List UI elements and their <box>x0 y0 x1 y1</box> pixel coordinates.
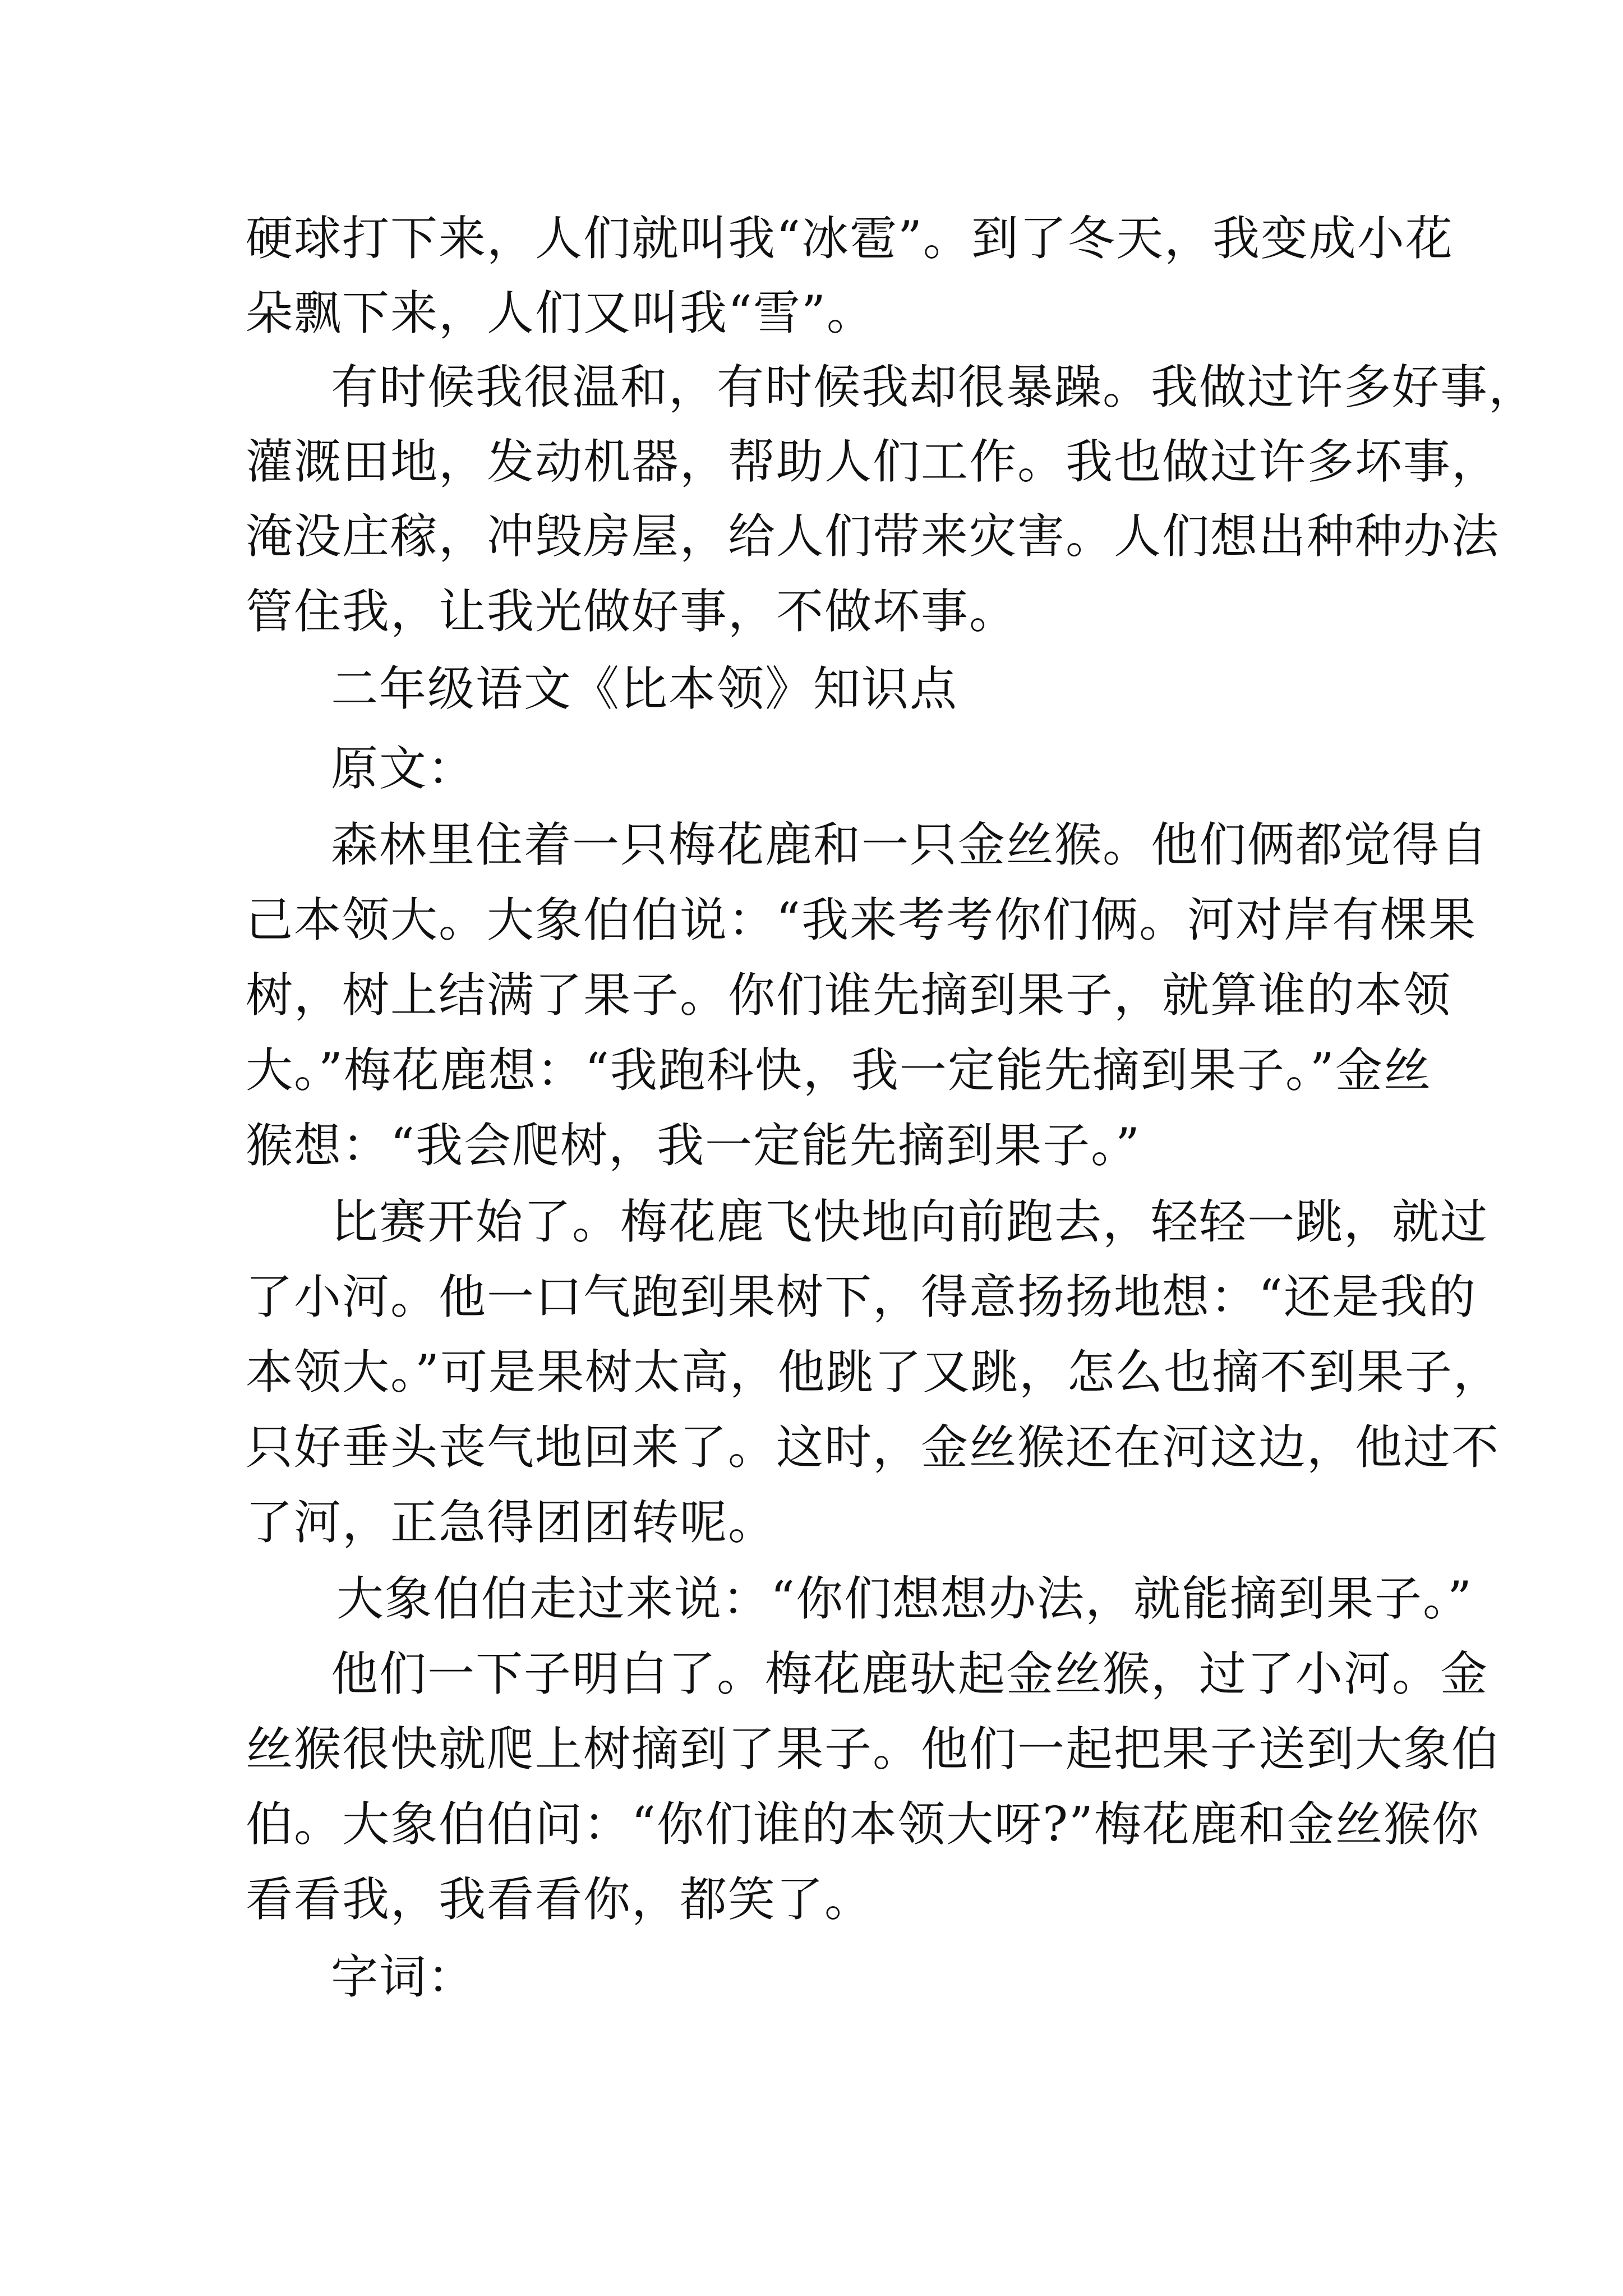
text-line: 森林里住着一只梅花鹿和一只金丝猴。他们俩都觉得自 <box>331 817 1489 872</box>
text-line: 丝猴很快就爬上树摘到了果子。他们一起把果子送到大象伯 <box>246 1722 1500 1777</box>
text-line: 淹没庄稼，冲毁房屋，给人们带来灾害。人们想出种种办法 <box>246 509 1500 564</box>
text-line: 本领大。”可是果树太高，他跳了又跳，怎么也摘不到果子， <box>246 1345 1501 1400</box>
text-line: 了河，正急得团团转呢。 <box>246 1495 777 1550</box>
text-line: 看看我，我看看你，都笑了。 <box>246 1872 873 1927</box>
text-line: 只好垂头丧气地回来了。这时，金丝猴还在河这边，他过不 <box>246 1420 1500 1475</box>
text-line: 原文： <box>331 741 476 796</box>
text-line: 了小河。他一口气跑到果树下，得意扬扬地想：“还是我的 <box>246 1269 1477 1324</box>
text-line: 硬球打下来，人们就叫我“冰雹”。到了冬天，我变成小花 <box>246 211 1454 266</box>
text-line: 猴想：“我会爬树，我一定能先摘到果子。” <box>246 1118 1141 1173</box>
text-line: 己本领大。大象伯伯说：“我来考考你们俩。河对岸有棵果 <box>246 892 1477 947</box>
text-line: 伯。大象伯伯问：“你们谁的本领大呀?”梅花鹿和金丝猴你 <box>246 1797 1480 1852</box>
text-line: 树，树上结满了果子。你们谁先摘到果子，就算谁的本领 <box>246 968 1452 1023</box>
text-line: 大象伯伯走过来说：“你们想想办法，就能摘到果子。” <box>336 1571 1473 1626</box>
text-line: 有时候我很温和，有时候我却很暴躁。我做过许多好事， <box>331 360 1537 415</box>
text-line: 灌溉田地，发动机器，帮助人们工作。我也做过许多坏事， <box>246 434 1500 489</box>
section-heading: 二年级语文《比本领》知识点 <box>331 661 958 716</box>
text-line: 管住我，让我光做好事，不做坏事。 <box>246 584 1018 639</box>
text-line: 朵飘下来，人们又叫我“雪”。 <box>246 286 875 341</box>
text-line: 他们一下子明白了。梅花鹿驮起金丝猴，过了小河。金 <box>331 1646 1489 1701</box>
text-line: 大。”梅花鹿想：“我跑科快，我一定能先摘到果子。”金丝 <box>246 1043 1432 1098</box>
text-line: 字词： <box>331 1949 476 2004</box>
text-line: 比赛开始了。梅花鹿飞快地向前跑去，轻轻一跳，就过 <box>331 1194 1489 1249</box>
